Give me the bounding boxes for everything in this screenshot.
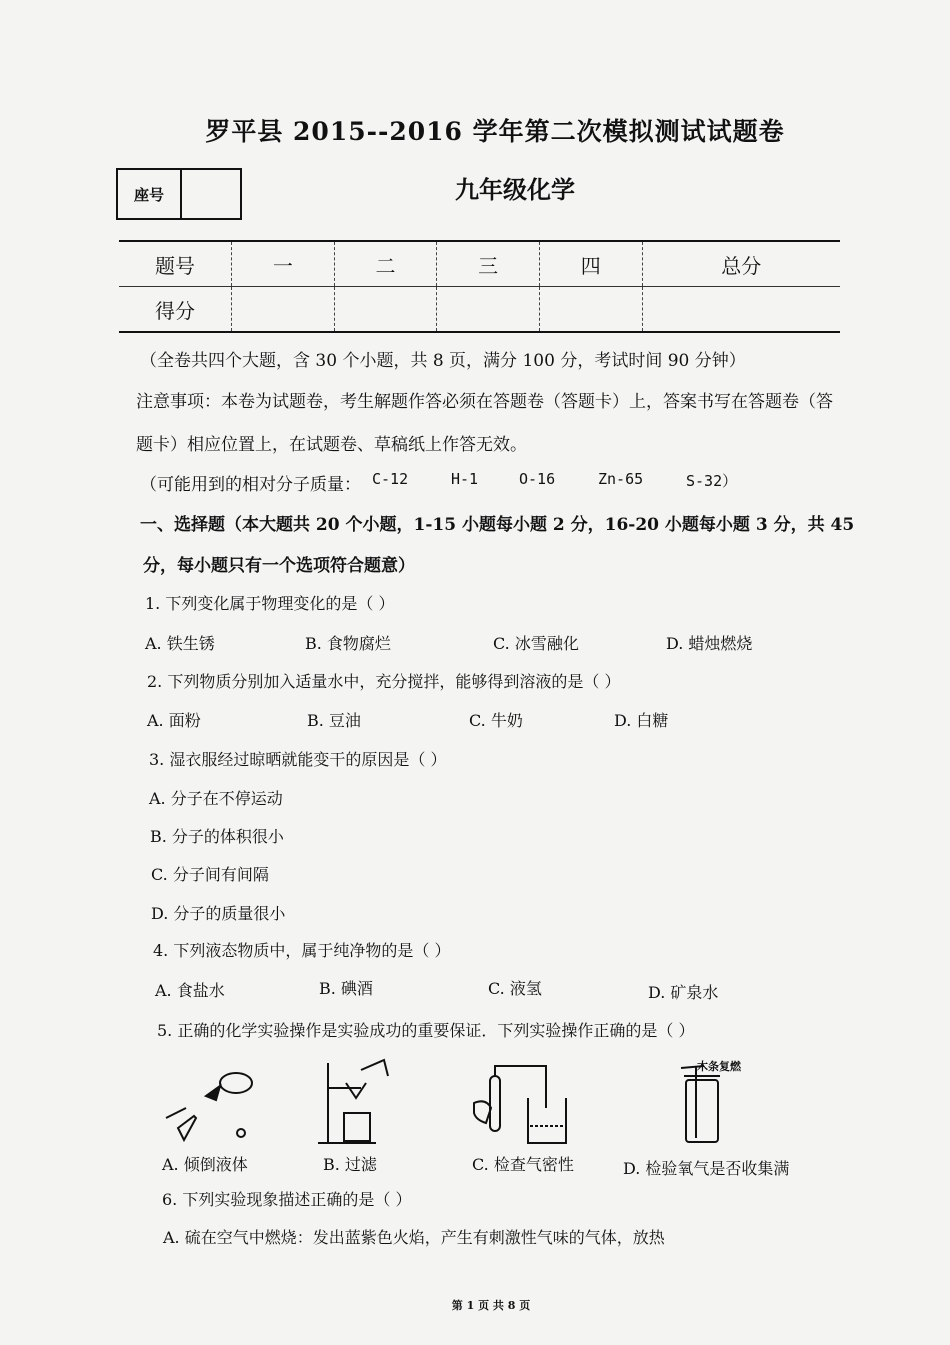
notice-line: 注意事项：本卷为试题卷，考生解题作答必须在答题卷（答题卡）上，答案书写在答题卷（答 [136,392,833,412]
score-entry[interactable] [437,287,540,333]
score-table [119,240,840,333]
exam-subtitle: 九年级化学 [455,175,575,204]
page-footer: 第 1 页 共 8 页 [451,1299,531,1312]
score-cell: 二 [334,241,437,287]
question-4: 4. 下列液态物质中，属于纯净物的是（ ） [153,941,451,960]
score-cell: 题号 [119,241,232,287]
question-2: 2. 下列物质分别加入适量水中，充分搅拌，能够得到溶液的是（ ） [147,672,621,691]
option-3d: D. 分子的质量很小 [151,904,286,923]
option-2d: D. 白糖 [614,711,669,730]
option-3b: B. 分子的体积很小 [150,827,284,846]
question-3: 3. 湿衣服经过晾晒就能变干的原因是（ ） [149,750,447,769]
exam-info: （全卷共四个大题，含 30 个小题，共 8 页，满分 100 分，考试时间 90 分钟） [140,351,746,371]
exam-title: 罗平县 2015--2016 学年第二次模拟测试试题卷 [205,117,785,146]
option-5d: D. 检验氧气是否收集满 [623,1159,790,1178]
score-header-row [119,241,840,287]
option-5c: C. 检查气密性 [472,1155,574,1174]
option-1c: C. 冰雪融化 [493,634,579,653]
question-1: 1. 下列变化属于物理变化的是（ ） [145,594,395,613]
option-2a: A. 面粉 [147,711,201,730]
option-1d: D. 蜡烛燃烧 [666,634,753,653]
mass-value: O-16 [519,470,556,488]
option-1b: B. 食物腐烂 [305,634,391,653]
score-cell: 四 [539,241,642,287]
score-entry[interactable] [334,287,437,333]
oxygen-test-illustration [681,1066,720,1142]
pour-liquid-illustration [166,1073,252,1140]
mass-value: Zn-65 [598,470,644,488]
score-cell: 三 [437,241,540,287]
option-1a: A. 铁生锈 [145,634,215,653]
score-entry[interactable] [539,287,642,333]
question-5: 5. 正确的化学实验操作是实验成功的重要保证．下列实验操作正确的是（ ） [157,1021,695,1040]
filtration-illustration [318,1060,388,1143]
section-heading-cont: 分，每小题只有一个选项符合题意） [143,556,415,576]
option-5a: A. 倾倒液体 [162,1155,248,1174]
option-3a: A. 分子在不停运动 [149,789,283,808]
section-heading: 一、选择题（本大题共 20 个小题，1-15 小题每小题 2 分，16-20 小题每小题 3 分，共 45 [140,515,855,535]
option-4c: C. 液氢 [488,979,542,998]
notice-line: 题卡）相应位置上，在试题卷、草稿纸上作答无效。 [136,435,527,455]
seat-label: 座号 [118,170,182,218]
airtightness-check-illustration [474,1066,566,1143]
option-6a: A. 硫在空气中燃烧：发出蓝紫色火焰，产生有刺激性气味的气体，放热 [163,1228,665,1247]
option-2c: C. 牛奶 [469,711,523,730]
diagram-annotation: 木条复燃 [697,1060,741,1073]
score-cell: 一 [232,241,335,287]
score-cell: 总分 [642,241,840,287]
option-4a: A. 食盐水 [155,981,225,1000]
score-row-label: 得分 [155,298,195,323]
option-5b: B. 过滤 [323,1155,377,1174]
option-4d: D. 矿泉水 [648,983,719,1002]
mass-value: C-12 [372,470,409,488]
score-entry[interactable] [642,287,840,333]
mass-value: H-1 [451,470,479,488]
mass-value: S-32） [686,472,738,490]
option-4b: B. 碘酒 [319,979,373,998]
question-6: 6. 下列实验现象描述正确的是（ ） [162,1190,412,1209]
score-entry[interactable] [232,287,335,333]
option-2b: B. 豆油 [307,711,361,730]
molar-mass-label: （可能用到的相对分子质量： [140,475,361,495]
score-value-row [119,287,840,333]
option-3c: C. 分子间有间隔 [151,865,269,884]
